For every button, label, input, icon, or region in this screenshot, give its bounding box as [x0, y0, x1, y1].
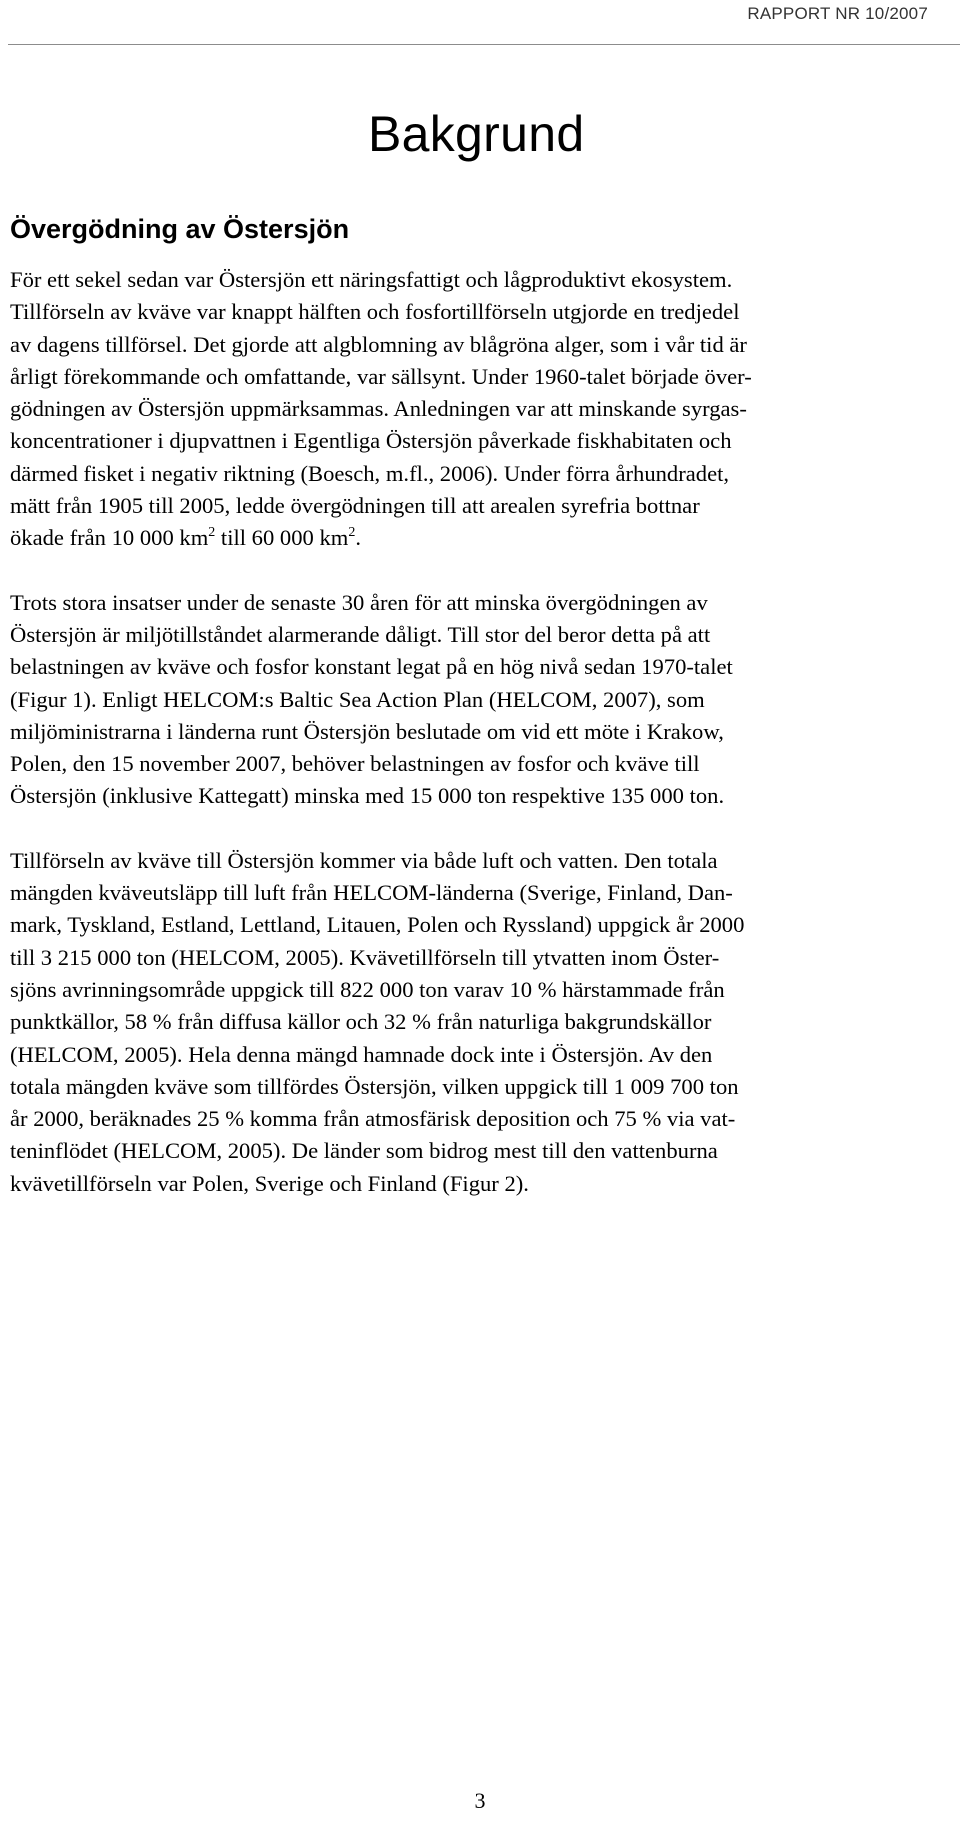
text-line: totala mängden kväve som tillfördes Östersjön, vilken uppgick till 1 009 700 ton	[10, 1073, 739, 1099]
running-header	[0, 0, 960, 48]
superscript: 2	[348, 525, 356, 541]
text-line: koncentrationer i djupvattnen i Egentliga Östersjön påverkade fiskhabitaten och	[10, 428, 732, 454]
text-line: gödningen av Östersjön uppmärksammas. Anledningen var att minskande syrgas-	[10, 396, 747, 422]
text-line: Östersjön är miljötillståndet alarmerande dåligt. Till stor del beror detta på att	[10, 621, 711, 647]
text-line: För ett sekel sedan var Östersjön ett näringsfattigt och lågproduktivt ekosystem.	[10, 267, 733, 292]
chapter-title: Bakgrund	[368, 106, 585, 162]
text-line: punktkällor, 58 % från diffusa källor och 32 % från naturliga bakgrundskällor	[10, 1009, 712, 1035]
text-line: av dagens tillförsel. Det gjorde att algblomning av blågröna alger, som i vår tid är	[10, 331, 747, 357]
text-line: till 3 215 000 ton (HELCOM, 2005). Kvävetillförseln till ytvatten inom Öster-	[10, 944, 720, 970]
text-line: .	[355, 525, 361, 551]
text-line: mängden kväveutsläpp till luft från HELCOM-länderna (Sverige, Finland, Dan-	[10, 880, 733, 906]
text-line: därmed fisket i negativ riktning (Boesch, m.fl., 2006). Under förra århundradet,	[10, 460, 730, 486]
text-line: belastningen av kväve och fosfor konstant legat på en hög nivå sedan 1970-talet	[10, 654, 733, 680]
text-line: Östersjön (inklusive Kattegatt) minska med 15 000 ton respektive 135 000 ton.	[10, 783, 725, 809]
text-line: årligt förekommande och omfattande, var sällsynt. Under 1960-talet började över-	[10, 363, 752, 389]
text-line: (HELCOM, 2005). Hela denna mängd hamnade dock inte i Östersjön. Av den	[10, 1041, 713, 1067]
page-number-footer	[0, 1788, 960, 1814]
text-line: (Figur 1). Enligt HELCOM:s Baltic Sea Action Plan (HELCOM, 2007), som	[10, 686, 705, 712]
page-number: 3	[474, 1788, 486, 1813]
paragraph-2	[10, 587, 910, 813]
text-line: sjöns avrinningsområde uppgick till 822 000 ton varav 10 % härstammade från	[10, 976, 725, 1002]
text-line: till 60 000 km	[215, 525, 349, 551]
text-line: mark, Tyskland, Estland, Lettland, Litauen, Polen och Ryssland) uppgick år 2000	[10, 912, 745, 938]
header-divider	[8, 44, 960, 45]
text-line: Trots stora insatser under de senaste 30 åren för att minska övergödningen av	[10, 589, 708, 615]
running-title: RAPPORT NR 10/2007	[747, 4, 928, 23]
body-text	[10, 264, 910, 1200]
paragraph-3	[10, 845, 910, 1200]
text-line: kvävetillförseln var Polen, Sverige och Finland (Figur 2).	[10, 1170, 529, 1196]
superscript: 2	[208, 525, 216, 541]
paragraph-1	[10, 264, 910, 555]
text-line: Polen, den 15 november 2007, behöver belastningen av fosfor och kväve till	[10, 751, 700, 777]
text-line: ökade från 10 000 km	[10, 525, 209, 551]
text-line: Tillförseln av kväve till Östersjön kommer via både luft och vatten. Den totala	[10, 847, 718, 873]
text-line: teninflödet (HELCOM, 2005). De länder som bidrog mest till den vattenburna	[10, 1138, 718, 1164]
text-line: mätt från 1905 till 2005, ledde övergödningen till att arealen syrefria bottnar	[10, 493, 700, 519]
text-line: år 2000, beräknades 25 % komma från atmosfärisk deposition och 75 % via vat-	[10, 1106, 736, 1132]
text-line: miljöministrarna i länderna runt Östersjön beslutade om vid ett möte i Krakow,	[10, 718, 724, 744]
text-line: Tillförseln av kväve var knappt hälften och fosfortillförseln utgjorde en tredjedel	[10, 299, 740, 325]
section-heading: Övergödning av Östersjön	[10, 214, 350, 244]
